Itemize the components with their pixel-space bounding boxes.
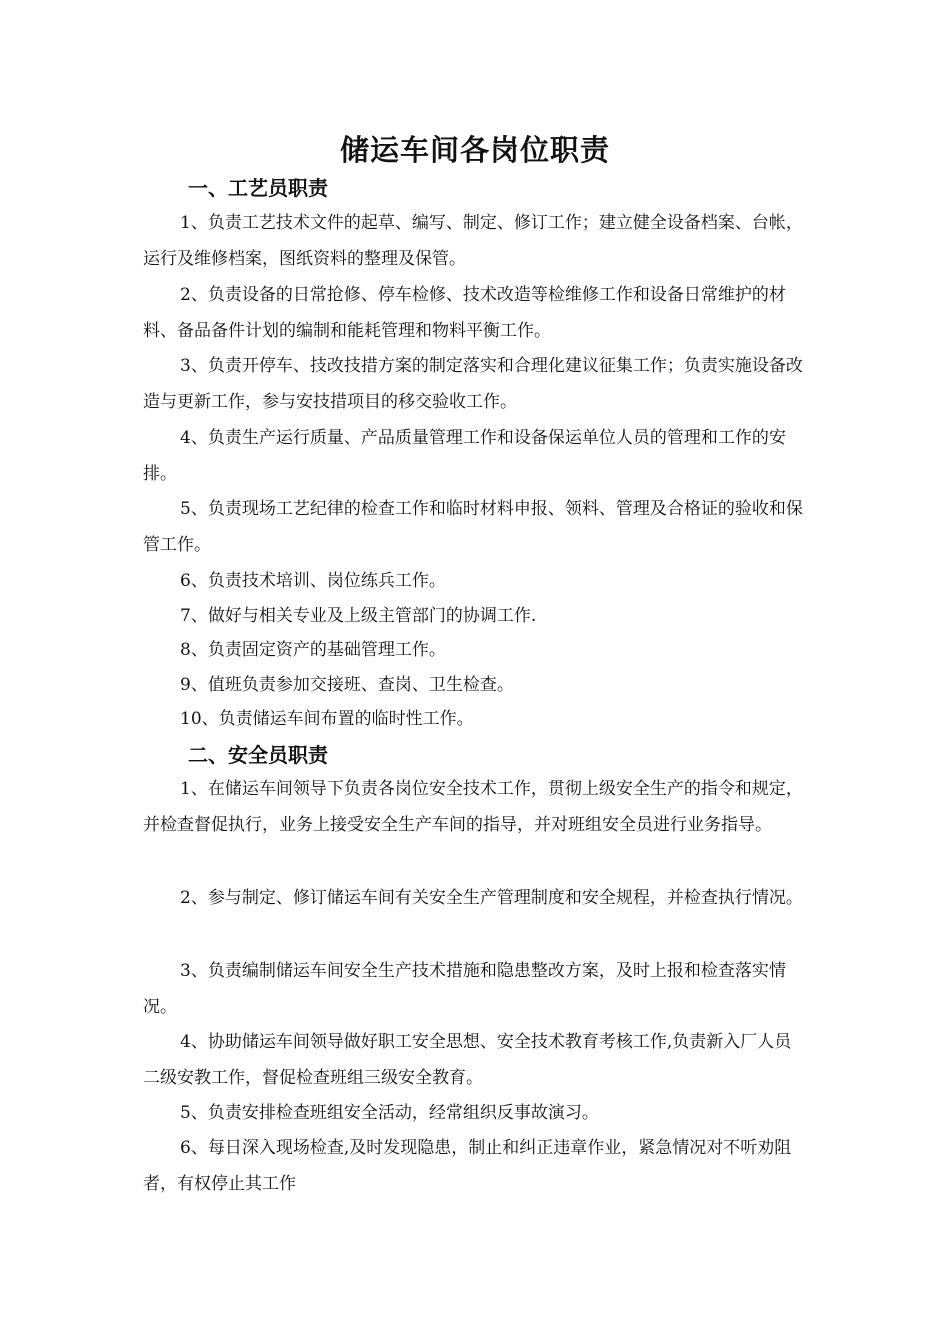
process-duty-item-2: 2、负责设备的日常抢修、停车检修、技术改造等检维修工作和设备日常维护的材料、备品备件计划的编制和能耗管理和物料平衡工作。: [143, 285, 786, 341]
safety-duty-item-2: 2、参与制定、修订储运车间有关安全生产管理制度和安全规程，并检查执行情况。: [180, 888, 803, 908]
process-duty-item-8: 8、负责固定资产的基础管理工作。: [180, 640, 446, 660]
process-duty-item-5: 5、负责现场工艺纪律的检查工作和临时材料申报、领料、管理及合格证的验收和保管工作。: [143, 499, 803, 555]
safety-duty-item-5: 5、负责安排检查班组安全活动，经常组织反事故演习。: [180, 1103, 599, 1123]
process-duty-item-7: 7、做好与相关专业及上级主管部门的协调工作.: [180, 606, 537, 626]
process-duty-item-10: 10、负责储运车间布置的临时性工作。: [180, 709, 474, 729]
process-duty-item-4: 4、负责生产运行质量、产品质量管理工作和设备保运单位人员的管理和工作的安排。: [143, 428, 786, 484]
safety-duty-item-6: 6、每日深入现场检查,及时发现隐患，制止和纠正违章作业，紧急情况对不听劝阻者，有权停止其工作: [143, 1138, 792, 1194]
process-duty-item-9: 9、值班负责参加交接班、查岗、卫生检查。: [180, 675, 514, 695]
safety-duty-item-4: 4、协助储运车间领导做好职工安全思想、安全技术教育考核工作,负责新入厂人员二级安教工作，督促检查班组三级安全教育。: [143, 1032, 792, 1088]
section-heading-process-engineer: 一、工艺员职责: [188, 176, 328, 200]
safety-duty-item-1: 1、在储运车间领导下负责各岗位安全技术工作，贯彻上级安全生产的指令和规定，并检查督促执行，业务上接受安全生产车间的指导，并对班组安全员进行业务指导。: [143, 779, 803, 835]
process-duty-item-6: 6、负责技术培训、岗位练兵工作。: [180, 571, 446, 591]
document-title: 储运车间各岗位职责: [339, 133, 610, 167]
process-duty-item-1: 1、负责工艺技术文件的起草、编写、制定、修订工作；建立健全设备档案、台帐，运行及维修档案，图纸资料的整理及保管。: [143, 213, 803, 269]
safety-duty-item-3: 3、负责编制储运车间安全生产技术措施和隐患整改方案，及时上报和检查落实情况。: [143, 961, 786, 1017]
process-duty-item-3: 3、负责开停车、技改技措方案的制定落实和合理化建议征集工作；负责实施设备改造与更新工作，参与安技措项目的移交验收工作。: [143, 356, 803, 412]
section-heading-safety-officer: 二、安全员职责: [188, 743, 328, 767]
